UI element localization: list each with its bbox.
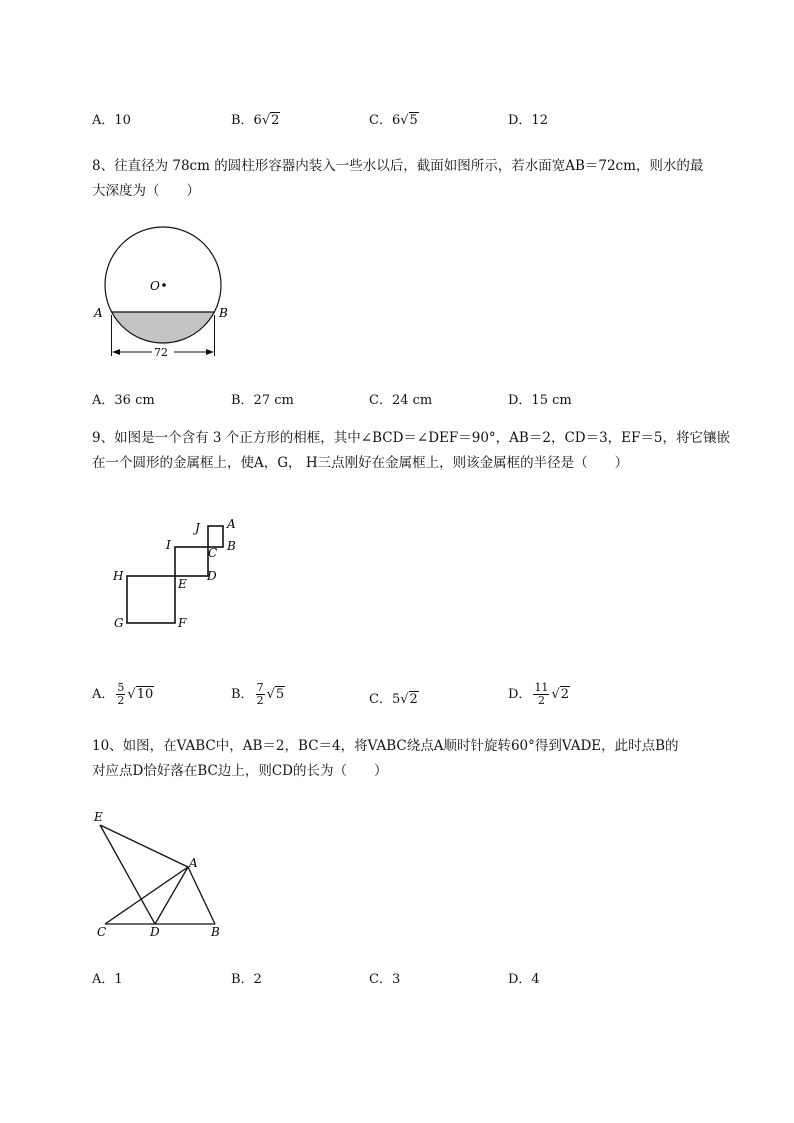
label-e: E (178, 577, 187, 591)
fraction (116, 682, 125, 707)
q7-option-b (231, 109, 280, 128)
segment-ab (188, 867, 215, 924)
label-a: A (189, 856, 198, 870)
q9-line-1: 9、如图是一个含有 3 个正方形的相框，其中∠BCD＝∠DEF＝90°，AB＝2，CD＝3，EF＝5，将它镶嵌 (92, 430, 730, 446)
center-point (162, 283, 166, 287)
label-j: J (195, 521, 200, 535)
q10-stem (92, 734, 742, 784)
q9-option-b-label: B． (231, 687, 254, 702)
q9-option-a (92, 682, 154, 707)
q8-circle-figure (88, 225, 248, 370)
segment-ad (155, 867, 188, 924)
radicand: 10 (136, 687, 154, 702)
label-g: G (114, 616, 124, 630)
numerator: 7 (256, 681, 264, 694)
q8-option-b: B．27 cm (231, 393, 294, 408)
numerator: 11 (534, 681, 549, 694)
q10-option-b: B．2 (231, 972, 262, 987)
middle-square (175, 547, 208, 576)
numerator: 5 (117, 681, 125, 694)
sqrt-symbol: √10 (127, 687, 154, 702)
label-o: O (150, 279, 160, 293)
q8-option-a: A．36 cm (92, 393, 155, 408)
large-square (127, 576, 175, 623)
label-a: A (227, 517, 236, 531)
small-square (208, 526, 223, 547)
q9-option-a-label: A． (92, 687, 115, 702)
q7-option-c (369, 109, 419, 128)
q9-option-c-label: C．5 (369, 692, 401, 707)
fraction (533, 682, 549, 707)
water-region (112, 312, 215, 343)
label-c: C (97, 925, 107, 939)
q9-option-c (369, 688, 419, 707)
q9-option-b (231, 682, 285, 707)
label-f: F (178, 616, 187, 630)
dim-label-72: 72 (154, 346, 168, 359)
q10-option-a: A．1 (92, 972, 123, 987)
q9-option-d-label: D． (508, 687, 532, 702)
q7-option-a: A．10 (92, 113, 131, 128)
sqrt-symbol: √5 (266, 687, 285, 702)
denominator: 2 (256, 694, 264, 707)
arrowhead-right (206, 349, 214, 355)
q9-squares-figure (105, 510, 255, 635)
q8-line-1: 8、往直径为 78cm 的圆柱形容器内装入一些水以后，截面如图所示，若水面宽AB＝72cm，则水的最 (92, 158, 704, 174)
label-b: B (219, 306, 228, 320)
q8-option-c: C．24 cm (369, 393, 433, 408)
sqrt-symbol: √2 (551, 687, 570, 702)
q10-option-c: C．3 (369, 972, 401, 987)
label-h: H (113, 569, 124, 583)
q10-line-2: 对应点D恰好落在BC边上，则CD的长为（ ） (92, 763, 388, 779)
q10-line-1: 10、如图，在VABC中，AB＝2，BC＝4，将VABC绕点A顺时针旋转60°得到VADE，此时点B的 (92, 738, 679, 754)
sqrt-symbol: √2 (261, 113, 280, 128)
denominator: 2 (537, 694, 545, 707)
segment-ea (100, 825, 188, 867)
label-b: B (227, 539, 236, 553)
q10-option-d: D．4 (508, 972, 540, 987)
q7-option-b-radicand: 2 (271, 113, 280, 128)
label-d: D (207, 569, 217, 583)
arrowhead-left (112, 349, 120, 355)
q9-line-2: 在一个圆形的金属框上，使A，G， H三点刚好在金属框上，则该金属框的半径是（ ） (92, 455, 629, 471)
fraction (256, 682, 265, 707)
q9-stem (92, 426, 742, 476)
q10-triangle-figure (88, 805, 238, 945)
sqrt-symbol: √2 (400, 692, 418, 707)
q7-option-c-label: C．6 (369, 113, 401, 128)
label-e: E (94, 810, 103, 824)
denominator: 2 (117, 694, 125, 707)
q8-option-d: D．15 cm (508, 393, 572, 408)
q9-option-d (508, 682, 570, 707)
segment-ac (105, 867, 188, 924)
label-i: I (166, 538, 171, 552)
q8-stem (92, 154, 742, 204)
label-d: D (150, 925, 160, 939)
q7-option-c-radicand: 5 (409, 113, 418, 128)
label-c: C (208, 546, 218, 560)
sqrt-symbol: √5 (400, 113, 418, 128)
label-b: B (211, 925, 220, 939)
q7-option-d: D．12 (508, 113, 548, 128)
q7-option-b-label: B．6 (231, 113, 262, 128)
radicand: 2 (560, 687, 570, 702)
q8-line-2: 大深度为（ ） (92, 183, 200, 199)
label-a: A (94, 306, 103, 320)
radicand: 5 (275, 687, 285, 702)
radicand: 2 (409, 692, 418, 707)
